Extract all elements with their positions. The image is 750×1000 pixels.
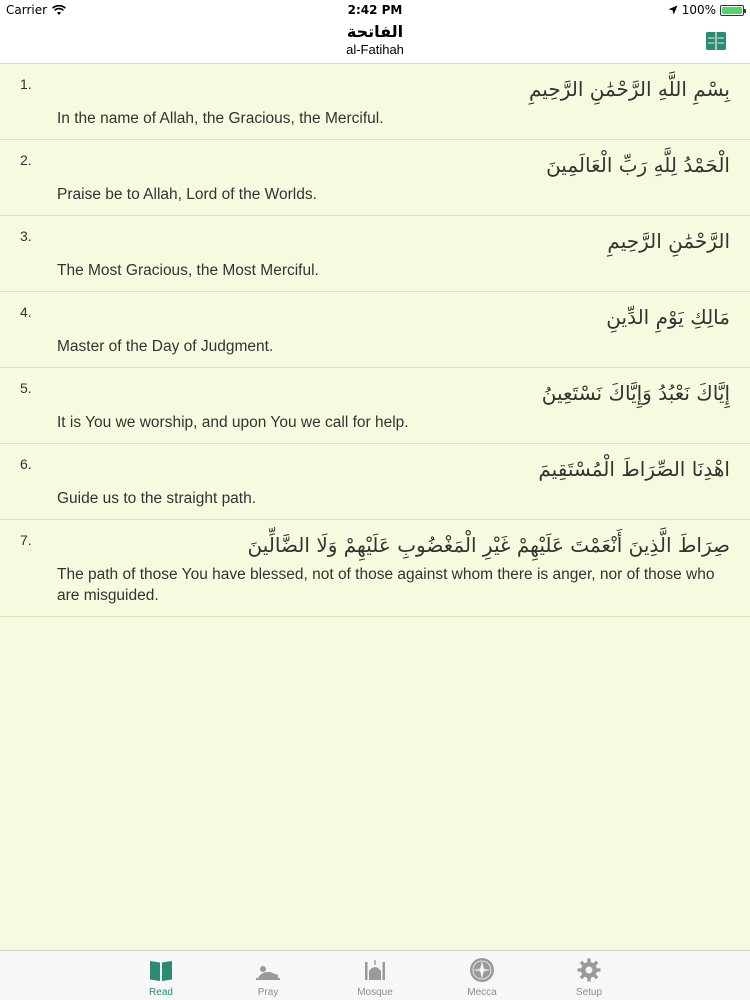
status-right xyxy=(668,3,744,17)
surah-title-arabic: الفاتحة xyxy=(346,22,404,41)
verse-row[interactable] xyxy=(0,216,750,292)
tab-label: Mosque xyxy=(357,987,393,998)
verse-number: 4. xyxy=(20,304,32,320)
verse-row[interactable] xyxy=(0,64,750,140)
verse-translation: The path of those You have blessed, not of those against whom there is anger, nor of those who are misguided. xyxy=(57,566,715,604)
status-time: 2:42 PM xyxy=(347,3,403,17)
verse-row[interactable] xyxy=(0,368,750,444)
tab-label: Pray xyxy=(257,987,279,998)
verse-translation: In the name of Allah, the Gracious, the Merciful. xyxy=(57,110,384,127)
verse-number: 7. xyxy=(20,532,32,548)
verse-row[interactable] xyxy=(0,520,750,617)
battery-level xyxy=(722,7,742,14)
verse-translation: It is You we worship, and upon You we call for help. xyxy=(57,414,409,431)
tab-label: Read xyxy=(149,987,173,998)
verse-translation: Praise be to Allah, Lord of the Worlds. xyxy=(57,186,317,203)
verse-arabic xyxy=(57,74,730,108)
verse-number: 5. xyxy=(20,380,32,396)
compass-icon xyxy=(468,956,496,984)
tab-label: Mecca xyxy=(467,987,497,998)
verse-arabic-text: إِيَّاكَ نَعْبُدُ وَإِيَّاكَ نَسْتَعِينُ xyxy=(541,381,730,405)
tab-bar xyxy=(0,950,750,1000)
location-arrow-icon xyxy=(668,5,678,15)
tab-pray[interactable] xyxy=(215,951,322,1000)
verse-arabic-text: صِرَاطَ الَّذِينَ أَنْعَمْتَ عَلَيْهِمْ غَيْرِ الْمَغْضُوبِ عَلَيْهِمْ وَلَا الضَّالِّينَ xyxy=(247,533,730,557)
status-bar xyxy=(0,0,750,20)
verse-arabic-text: اهْدِنَا الصِّرَاطَ الْمُسْتَقِيمَ xyxy=(538,457,730,481)
verse-arabic xyxy=(57,150,730,184)
verse-number: 6. xyxy=(20,456,32,472)
verse-arabic-text: الْحَمْدُ لِلَّهِ رَبِّ الْعَالَمِينَ xyxy=(546,153,730,177)
verse-number: 2. xyxy=(20,152,32,168)
verse-translation: Guide us to the straight path. xyxy=(57,490,257,507)
tab-label: Setup xyxy=(575,987,603,998)
verse-arabic xyxy=(57,378,730,412)
verse-row[interactable] xyxy=(0,140,750,216)
battery-percent: 100% xyxy=(681,3,716,17)
gear-icon xyxy=(575,956,603,984)
verse-arabic xyxy=(57,530,730,564)
verse-list xyxy=(0,64,750,617)
battery-icon xyxy=(720,5,744,16)
verse-arabic-text: مَالِكِ يَوْمِ الدِّينِ xyxy=(606,305,730,329)
carrier-label: Carrier xyxy=(6,3,48,17)
verse-arabic-text: بِسْمِ اللَّهِ الرَّحْمَٰنِ الرَّحِيمِ xyxy=(528,77,730,101)
verse-translation: Master of the Day of Judgment. xyxy=(57,338,274,355)
verse-arabic xyxy=(57,226,730,260)
nav-bar xyxy=(0,20,750,64)
verse-number: 1. xyxy=(20,76,32,92)
verse-translation: The Most Gracious, the Most Merciful. xyxy=(57,262,319,279)
tab-mecca[interactable] xyxy=(429,951,536,1000)
book-icon[interactable] xyxy=(704,29,728,53)
surah-title-english: al-Fatihah xyxy=(346,42,404,57)
verse-number: 3. xyxy=(20,228,32,244)
mosque-icon xyxy=(361,956,389,984)
verse-row[interactable] xyxy=(0,444,750,520)
tab-mosque[interactable] xyxy=(322,951,429,1000)
book-icon xyxy=(147,956,175,984)
verse-arabic xyxy=(57,302,730,336)
verse-row[interactable] xyxy=(0,292,750,368)
prayer-icon xyxy=(254,956,282,984)
verse-arabic xyxy=(57,454,730,488)
verse-arabic-text: الرَّحْمَٰنِ الرَّحِيمِ xyxy=(607,229,730,253)
tab-read[interactable] xyxy=(108,951,215,1000)
tab-setup[interactable] xyxy=(536,951,643,1000)
